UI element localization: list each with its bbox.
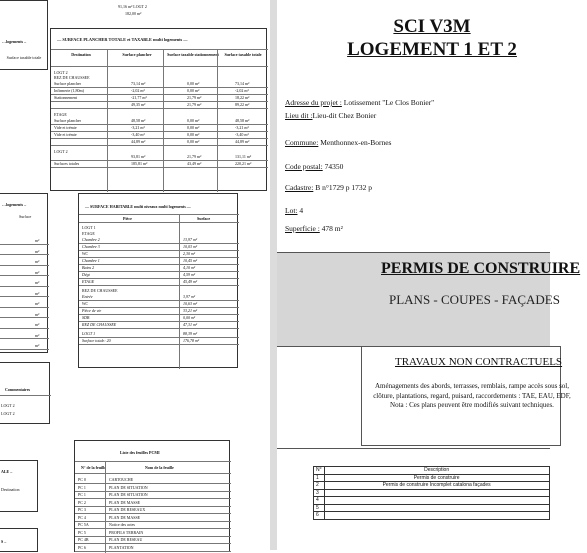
surface-header-cell: Surface taxable totale (224, 52, 262, 57)
revision-num: 1 (314, 474, 325, 482)
table-cell: 0,00 m² (187, 81, 200, 86)
divider (0, 265, 49, 266)
table-cell: Infirmerie (1,80m) (54, 88, 84, 93)
divider (107, 49, 108, 192)
info-row (285, 98, 434, 107)
liste-name: PROFILS TERRAIN (109, 529, 144, 535)
habitable-room: WC (82, 251, 88, 256)
divider (0, 296, 49, 297)
table-cell: 93,81 m² (131, 154, 146, 159)
table-cell: 44,89 m² (131, 139, 146, 144)
table-cell: 0,00 m² (187, 132, 200, 137)
fragment-box-3 (0, 528, 38, 552)
divider (79, 257, 239, 258)
info-value: 478 m² (319, 224, 343, 233)
divider (79, 300, 239, 301)
revision-header-row (314, 467, 550, 475)
divider (79, 314, 239, 315)
habitable-room: Surface totale: 20 (82, 338, 111, 343)
table-cell: Vide et trémie (54, 132, 77, 137)
revision-description: Permis de construire (324, 474, 549, 482)
table-cell: 73,14 m² (131, 81, 146, 86)
table-cell: 21,79 m² (187, 95, 202, 100)
fragment-row-b: 182,00 m² (125, 11, 142, 16)
liste-name: PLAN DE SITUATION (109, 484, 148, 490)
left-fragment-value: m² (35, 238, 40, 243)
habitable-room: Bains 2 (82, 265, 95, 270)
travaux-text: Aménagements des abords, terrasses, remblais, rampe accès sous sol, clôture, plantations, regard, puisard, raccordements : TAE, EAU, EDF, Nota : Ces plans peuvent être modifiés suivant techniques. (373, 382, 571, 409)
taxable-fragment-box (0, 460, 38, 512)
habitable-area: 0,00 m² (183, 315, 196, 320)
left-fragment-value: m² (35, 248, 40, 254)
table-cell: -3,21 m² (131, 125, 145, 130)
habitable-room: REZ DE CHAUSSEE (82, 322, 117, 327)
info-label: Code postal: (285, 162, 323, 171)
fragment-title: …logements – (2, 39, 27, 44)
habitable-area: 2,30 m² (183, 251, 196, 256)
habitable-room: ETAGE (82, 279, 95, 284)
liste-feuilles-table (74, 440, 230, 552)
habitable-area: 3,97 m² (183, 294, 196, 299)
commentaires-row-1: LOGT 2 (1, 403, 15, 408)
commentaires-header: Commentaires (5, 387, 31, 392)
table-cell: -2,02 m² (235, 88, 249, 93)
info-label: Cadastre: (285, 183, 314, 192)
divider (179, 214, 180, 369)
divider (79, 214, 239, 215)
divider (75, 528, 231, 529)
info-value: Lotissement "Le Clos Bonier" (341, 98, 435, 107)
divider (51, 167, 268, 168)
habitable-area: 33,21 m² (183, 308, 198, 313)
table-cell: -21,77 m² (131, 95, 147, 100)
left-fragment-value: m² (35, 322, 40, 327)
table-cell: Surface plancher (54, 81, 81, 86)
left-fragment-value: m² (35, 269, 40, 275)
divider (79, 264, 239, 265)
left-fragment-value: m² (35, 280, 40, 285)
info-row (285, 206, 303, 215)
left-fragment-value: m² (35, 259, 40, 264)
liste-num: PC 5 (78, 529, 86, 535)
liste-name: PLAN DE RESEAUX (109, 507, 146, 512)
revision-table (313, 466, 550, 520)
fragment-col-header: Surface taxable totale (6, 55, 42, 60)
divider (75, 521, 231, 522)
section-sublabel: ETAGE (54, 112, 67, 117)
divider (75, 536, 231, 537)
revision-description: Permis de construire Incomplet catalona façades (324, 482, 549, 490)
sheet-divider (270, 0, 277, 550)
info-label: Lieu dit : (285, 111, 313, 120)
revision-row (314, 489, 550, 497)
left-sheet (0, 0, 270, 550)
revision-row (314, 497, 550, 505)
divider (0, 244, 49, 245)
liste-num: PC 1 (78, 492, 86, 497)
divider (0, 338, 49, 339)
info-row (285, 224, 343, 233)
revision-num: 5 (314, 504, 325, 512)
info-value: 74350 (322, 162, 344, 171)
revision-header-cell: N° (314, 467, 325, 475)
section-sublabel: ETAGE (82, 231, 95, 236)
divider (79, 285, 239, 286)
taxable-fragment-title: ALE – (1, 469, 13, 474)
liste-name: PLANTATION (109, 544, 134, 550)
divider (51, 49, 268, 50)
divider (0, 275, 49, 276)
divider (0, 317, 49, 318)
info-value: B n°1729 p 1732 p (313, 183, 372, 192)
liste-name: PLAN DE MASSE (109, 514, 141, 520)
habitable-table-title: — SURFACE HABITABLE multi niveaux multi logements — (85, 204, 191, 209)
habitable-area: 13,97 m² (183, 237, 198, 242)
table-cell: 89,22 m² (235, 102, 250, 107)
divider (75, 498, 231, 499)
habitable-area: 10,03 m² (183, 244, 198, 249)
liste-name: PLAN DE SITUATION (109, 492, 148, 497)
info-row (285, 162, 343, 171)
plans-coupes-facades: PLANS - COUPES - FAÇADES (389, 292, 560, 307)
travaux-title: TRAVAUX NON CONTRACTUELS (395, 356, 563, 368)
divider (0, 349, 49, 350)
table-cell: -3,40 m² (235, 132, 249, 137)
surface-header-cell: Destination (71, 52, 91, 57)
liste-num: PC 1 (78, 484, 86, 490)
info-row (285, 183, 372, 192)
revision-description (324, 512, 549, 520)
surface-habitable-table (78, 193, 238, 368)
left-fragment-title: …logements – (2, 202, 27, 207)
divider (75, 491, 231, 492)
table-cell: 21,79 m² (187, 102, 202, 107)
revision-num: 2 (314, 482, 325, 490)
revision-num: 6 (314, 512, 325, 520)
liste-header-name: Nom de la feuille (145, 465, 174, 470)
table-cell: 0,00 m² (187, 139, 200, 144)
info-label: Adresse du projet : (285, 98, 342, 107)
divider (79, 243, 239, 244)
divider (163, 49, 164, 192)
table-cell: 49,35 m² (131, 102, 146, 107)
habitable-area: 47,31 m² (183, 322, 198, 327)
revision-row (314, 474, 550, 482)
habitable-area: 176,78 m² (183, 338, 200, 343)
revision-description (324, 497, 549, 505)
commentaires-row-2: LOGT 2 (1, 411, 15, 416)
table-cell: 21,79 m² (187, 154, 202, 159)
habitable-area: 45,49 m² (183, 279, 198, 284)
divider (79, 271, 239, 272)
liste-num: PC 3 (78, 507, 86, 512)
section-label: LOGT 2 (54, 149, 68, 154)
section-sublabel: REZ DE CHAUSSEE (82, 288, 118, 293)
fragment-row-a: 91,16 m² LOGT 2 (118, 4, 147, 9)
info-row (285, 111, 376, 120)
table-cell: 43,49 m² (187, 161, 202, 166)
left-fragment-table (0, 193, 48, 353)
info-label: Superficie : (285, 224, 320, 233)
revision-header-cell: Description (324, 467, 549, 475)
liste-title: Liste des feuilles PCMI (120, 450, 160, 455)
liste-num: PC 5A (78, 522, 89, 527)
divider (0, 328, 49, 329)
surface-header-cell: Surface taxable stationnement (167, 52, 219, 57)
left-fragment-value: m² (35, 332, 40, 338)
taxable-fragment-row: Destination (1, 487, 20, 492)
table-cell: 48,58 m² (131, 118, 146, 123)
divider (75, 551, 231, 552)
liste-name: CARTOUCHE (109, 477, 134, 482)
habitable-room: LOGT 1 (82, 331, 96, 336)
revision-row (314, 512, 550, 520)
table-cell: -2,02 m² (131, 88, 145, 93)
habitable-header-piece: Pièce (123, 216, 132, 221)
revision-num: 4 (314, 497, 325, 505)
liste-num: PC 6 (78, 544, 86, 550)
table-cell: -3,21 m² (235, 125, 249, 130)
habitable-room: Entrée (82, 294, 93, 299)
surface-table-title: — SURFACE PLANCHER TOTALE et TAXABLE multi logements — (57, 37, 188, 42)
divider (0, 254, 49, 255)
table-cell: 0,00 m² (187, 88, 200, 93)
divider (0, 286, 49, 287)
divider (79, 222, 239, 223)
left-fragment-col: Surface (19, 214, 32, 219)
table-cell: 0,00 m² (187, 125, 200, 130)
habitable-header-surface: Surface (197, 216, 211, 221)
table-cell: -3,40 m² (131, 132, 145, 137)
section-label: LOGT 2 (54, 70, 68, 75)
liste-name: PLAN DE RESEAU (109, 537, 143, 542)
liste-num: PC 4B (78, 537, 89, 542)
surface-plancher-table (50, 28, 267, 191)
project-title: SCI V3M (393, 16, 471, 37)
table-cell: Surfaces totales (54, 161, 80, 166)
project-subtitle: LOGEMENT 1 ET 2 (347, 39, 517, 60)
habitable-area: 4,10 m² (183, 265, 196, 270)
left-fragment-value: m² (35, 311, 40, 317)
info-value: Menthonnex-en-Bornes (318, 138, 392, 147)
table-cell: 48,58 m² (235, 118, 250, 123)
fragment-box-3-title: S – (1, 539, 7, 544)
permis-title: PERMIS DE CONSTRUIRE (381, 260, 581, 277)
revision-description (324, 489, 549, 497)
liste-header-num: N° de la feuille (81, 465, 107, 470)
left-fragment-value: m² (35, 301, 40, 306)
liste-num: PC 2 (78, 499, 86, 505)
revision-num: 3 (314, 489, 325, 497)
liste-name: PLAN DE MASSE (109, 499, 141, 505)
liste-num: PC 0 (78, 477, 86, 482)
habitable-room: WC (82, 301, 88, 306)
table-cell: Surface plancher (54, 118, 81, 123)
left-fragment-value: m² (35, 343, 40, 348)
section-sublabel: REZ DE CHAUSSEE (54, 75, 90, 80)
info-row (285, 138, 391, 147)
habitable-area: 10,45 m² (183, 258, 198, 263)
habitable-room: Chambre 2 (82, 237, 100, 242)
liste-num: PC 4 (78, 514, 86, 520)
divider (217, 49, 218, 192)
habitable-area: 4,59 m² (183, 272, 196, 277)
surface-header-cell: Surface plancher (122, 52, 152, 57)
info-value: 4 (297, 206, 304, 215)
table-cell: 131,11 m² (235, 154, 252, 159)
divider (79, 307, 239, 308)
info-value: Lieu-dit Chez Bonier (312, 111, 377, 120)
table-cell: 44,89 m² (235, 139, 250, 144)
revision-row (314, 482, 550, 490)
liste-name: Notice des actes (109, 522, 135, 527)
commentaires-box (0, 362, 50, 424)
table-cell: 18,22 m² (235, 95, 250, 100)
table-cell: 73,14 m² (235, 81, 250, 86)
table-cell: 220,21 m² (235, 161, 252, 166)
right-sheet (277, 0, 581, 550)
divider (51, 66, 268, 67)
habitable-room: Chambre 1 (82, 258, 100, 263)
habitable-room: Dégt (82, 272, 90, 277)
divider (51, 145, 268, 146)
table-cell: Vide et trémie (54, 125, 77, 130)
revision-description (324, 504, 549, 512)
divider (75, 513, 231, 514)
revision-row (314, 504, 550, 512)
info-label: Lot: (285, 206, 298, 215)
table-cell: 0,00 m² (187, 118, 200, 123)
habitable-room: Chambre 3 (82, 244, 100, 249)
table-cell: 185,81 m² (131, 161, 148, 166)
section-label: LOGT 1 (82, 225, 96, 230)
divider (79, 250, 239, 251)
habitable-area: 88,39 m² (183, 331, 198, 336)
info-label: Commune: (285, 138, 319, 147)
divider (75, 483, 231, 484)
divider (75, 506, 231, 507)
divider (79, 344, 239, 345)
left-fragment-value: m² (35, 290, 40, 296)
habitable-room: SDB (82, 315, 90, 320)
divider (0, 307, 49, 308)
top-fragment-table (0, 0, 48, 70)
divider (79, 278, 239, 279)
habitable-area: 10,63 m² (183, 301, 198, 306)
divider (79, 328, 239, 329)
habitable-room: Pièce de vie (82, 308, 102, 313)
table-cell: Stationnement (54, 95, 78, 100)
divider (75, 543, 231, 544)
divider (51, 108, 268, 109)
